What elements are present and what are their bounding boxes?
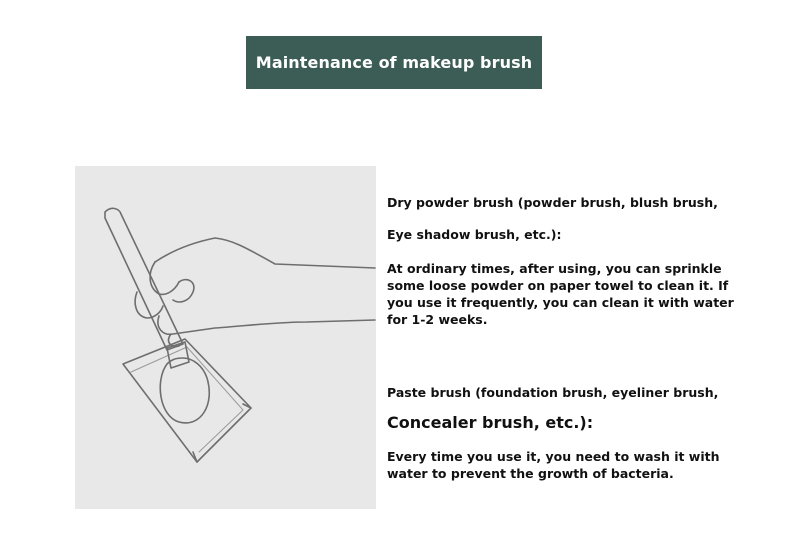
paper-towel: [123, 339, 251, 462]
page-title: Maintenance of makeup brush: [246, 36, 542, 89]
dry-brush-heading-line2: Eye shadow brush, etc.):: [387, 227, 562, 242]
paste-brush-description: Every time you use it, you need to wash it with water to prevent the growth of bacteria.: [387, 449, 720, 481]
brush-cleaning-illustration: [75, 166, 376, 509]
brush-head: [160, 358, 209, 423]
paste-brush-heading-line1: Paste brush (foundation brush, eyeliner brush,: [387, 385, 719, 400]
paste-brush-heading-line2: Concealer brush, etc.):: [387, 413, 594, 432]
hand-brush-drawing: [75, 166, 376, 509]
dry-brush-heading-line1: Dry powder brush (powder brush, blush brush,: [387, 195, 718, 210]
dry-brush-description: At ordinary times, after using, you can sprinkle some loose powder on paper towel to clean it. If you use it frequently, you can clean it with water for 1-2 weeks.: [387, 261, 734, 327]
brush-handle: [105, 208, 183, 350]
hand: [155, 238, 375, 268]
